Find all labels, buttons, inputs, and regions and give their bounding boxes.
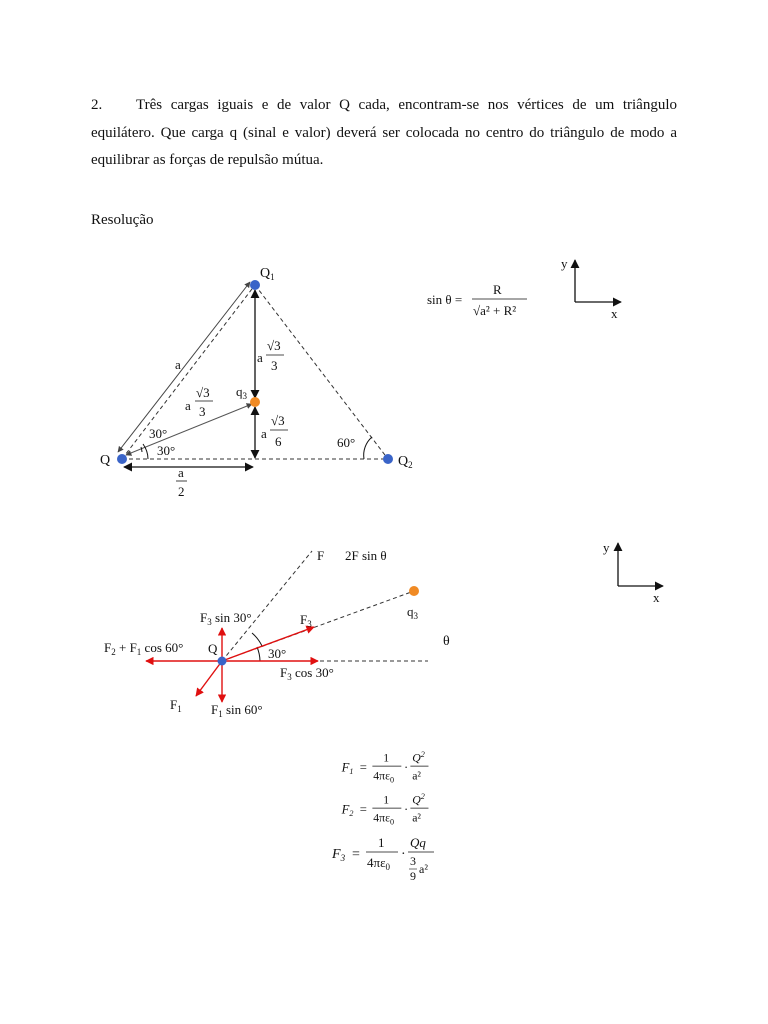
triangle-diagram [95, 255, 435, 505]
side-q-q1 [122, 285, 255, 459]
angle-arc-q-lower [141, 447, 142, 452]
charge-q3 [409, 586, 419, 596]
q1-label: $Q_1$ [260, 266, 275, 282]
svg-text:9: 9 [410, 869, 416, 883]
svg-text:4πε0: $4\pi\varepsilon_0$ [373, 769, 395, 785]
half-base-den: 2 [178, 484, 185, 499]
f2-plus-f1-label: $F_2 + F_1$ cos 60° [104, 640, 184, 657]
svg-text:1: 1 [383, 751, 390, 765]
svg-text:=: = [352, 847, 360, 862]
q3-label: $q_3$ [236, 384, 247, 401]
angle-right-label: 60° [337, 435, 356, 450]
x-axis-label: x [653, 590, 660, 605]
svg-text:a²: a² [419, 862, 428, 876]
sine-num: R [493, 282, 502, 297]
height-lower-factor: a [261, 426, 267, 441]
svg-text:·: · [404, 760, 409, 775]
x-axis-label: x [611, 306, 618, 321]
dist-num: √3 [196, 385, 210, 400]
height-upper-num: √3 [267, 338, 281, 353]
sine-lhs: sin θ = [427, 292, 463, 307]
y-axis-label: y [561, 256, 568, 271]
f1-label: $F_1$ [170, 697, 182, 714]
charge-q [117, 454, 127, 464]
axes-2 [600, 538, 670, 608]
q2-label: $Q_2$ [398, 454, 413, 470]
force-diagram [95, 540, 475, 725]
problem-number: 2. [91, 97, 103, 113]
formula-f1 [330, 748, 460, 786]
angle-lower-label: 30° [157, 443, 176, 458]
svg-text:1: 1 [383, 793, 390, 807]
dist-den: 3 [199, 404, 206, 419]
angle-30-label: 30° [268, 646, 287, 661]
y-axis-label: y [603, 540, 610, 555]
q3-label: $q_3$ [407, 604, 418, 621]
side-length-arrow [118, 282, 250, 452]
svg-text:4πε0: $4\pi\varepsilon_0$ [373, 811, 395, 827]
svg-text:Qq: Qq [410, 835, 426, 850]
svg-text:F2: $F_2$ [341, 802, 354, 819]
charge-q1 [250, 280, 260, 290]
height-upper-den: 3 [271, 358, 278, 373]
half-base-num: a [178, 465, 184, 480]
formula-f3 [330, 832, 460, 886]
svg-text:3: 3 [410, 854, 416, 868]
svg-text:·: · [401, 847, 406, 862]
svg-text:Q2: $Q^2$ [412, 792, 425, 807]
problem-statement [91, 92, 677, 175]
charge-q [218, 657, 227, 666]
sine-den: √a² + R² [473, 303, 517, 318]
angle-arc-theta [252, 633, 262, 646]
side-label: a [175, 357, 181, 372]
f1-sin-60-label: $F_1$ sin 60° [211, 702, 263, 719]
height-lower-num: √3 [271, 413, 285, 428]
height-lower-den: 6 [275, 434, 282, 449]
angle-upper-label: 30° [149, 426, 168, 441]
two-f-sin-label: 2F sin θ [345, 548, 387, 563]
svg-text:F1: $F_1$ [341, 760, 354, 777]
q-label: Q [100, 453, 111, 468]
charge-q3 [250, 397, 260, 407]
charge-q2 [383, 454, 393, 464]
f3-cos-30-label: $F_3$ cos 30° [280, 665, 334, 682]
q-label: Q [208, 641, 218, 656]
force-f1-arrow [196, 661, 222, 696]
sine-formula [425, 278, 535, 323]
svg-text:Q2: $Q^2$ [412, 750, 425, 765]
svg-text:=: = [359, 760, 367, 775]
svg-text:4πε0: $4\pi\varepsilon_0$ [367, 855, 391, 872]
svg-text:a²: a² [412, 769, 421, 783]
svg-text:1: 1 [378, 835, 385, 850]
f-label: F [317, 548, 325, 563]
svg-text:=: = [359, 802, 367, 817]
axes-1 [558, 255, 628, 325]
problem-text: Três cargas iguais e de valor Q cada, encontram-se nos vértices de um triângulo equilátero. Que carga q (sinal e valor) deverá ser colocada no centro do triângulo de modo a equilibrar as forças de repulsão mútua. [91, 97, 677, 168]
angle-arc-30 [257, 647, 260, 661]
f3-label: $F_3$ [300, 612, 312, 629]
f3-sin-30-label: $F_3$ sin 30° [200, 610, 252, 627]
theta-label: θ [443, 634, 450, 649]
height-upper-factor: a [257, 350, 263, 365]
svg-text:a²: a² [412, 811, 421, 825]
resolucao-heading: Resolução [91, 212, 154, 228]
dist-factor: a [185, 398, 191, 413]
formula-f2 [330, 790, 460, 828]
svg-text:F3: $F_3$ [332, 847, 346, 863]
svg-text:·: · [404, 802, 409, 817]
angle-arc-q2 [364, 437, 372, 459]
